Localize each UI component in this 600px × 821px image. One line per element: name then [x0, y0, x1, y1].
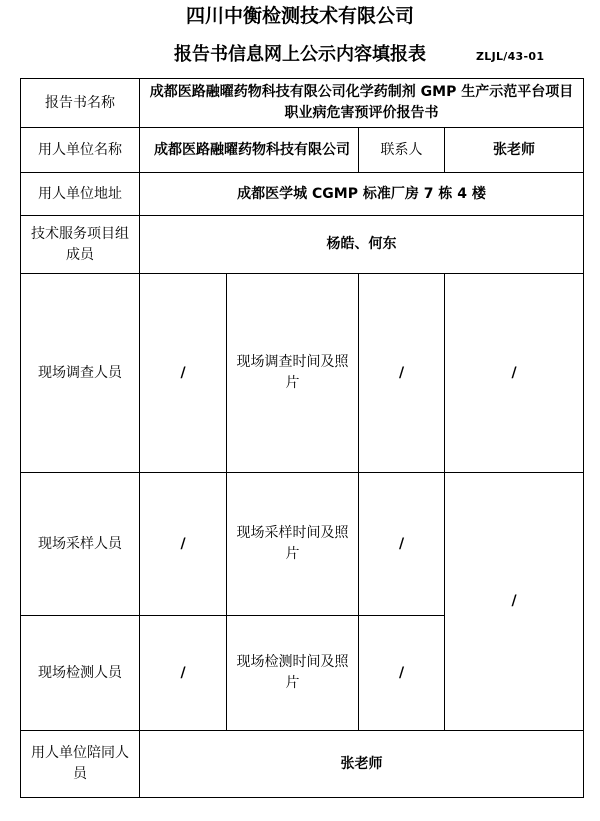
employer-name-value: 成都医路融曜药物科技有限公司 [140, 128, 359, 173]
sampling-time-value: / [359, 473, 445, 616]
survey-staff-label: 现场调查人员 [21, 274, 140, 473]
escort-label: 用人单位陪同人员 [21, 731, 140, 798]
contact-value: 张老师 [445, 128, 584, 173]
survey-time-label: 现场调查时间及照片 [227, 274, 359, 473]
sampling-testing-photo-value: / [445, 473, 584, 731]
sampling-staff-label: 现场采样人员 [21, 473, 140, 616]
contact-label: 联系人 [359, 128, 445, 173]
team-label: 技术服务项目组成员 [21, 216, 140, 274]
report-name-value: 成都医路融曜药物科技有限公司化学药制剂 GMP 生产示范平台项目职业病危害预评价报告书 [140, 79, 584, 128]
address-value: 成都医学城 CGMP 标准厂房 7 栋 4 楼 [140, 173, 584, 216]
row-escort [21, 731, 584, 798]
sampling-time-label: 现场采样时间及照片 [227, 473, 359, 616]
document-number: ZLJL/43-01 [476, 50, 545, 63]
row-report-name [21, 79, 584, 128]
report-name-label: 报告书名称 [21, 79, 140, 128]
team-value: 杨皓、何东 [140, 216, 584, 274]
survey-photo-value: / [445, 274, 584, 473]
address-label: 用人单位地址 [21, 173, 140, 216]
survey-staff-value: / [140, 274, 227, 473]
survey-time-value: / [359, 274, 445, 473]
row-team [21, 216, 584, 274]
form-title: 报告书信息网上公示内容填报表 [174, 44, 426, 65]
testing-time-label: 现场检测时间及照片 [227, 616, 359, 731]
disclosure-form-table [20, 78, 584, 798]
row-address [21, 173, 584, 216]
testing-time-value: / [359, 616, 445, 731]
testing-staff-label: 现场检测人员 [21, 616, 140, 731]
row-survey [21, 274, 584, 473]
employer-name-label: 用人单位名称 [21, 128, 140, 173]
row-employer [21, 128, 584, 173]
row-sampling [21, 473, 584, 616]
sampling-staff-value: / [140, 473, 227, 616]
testing-staff-value: / [140, 616, 227, 731]
company-name: 四川中衡检测技术有限公司 [185, 5, 414, 27]
escort-value: 张老师 [140, 731, 584, 798]
